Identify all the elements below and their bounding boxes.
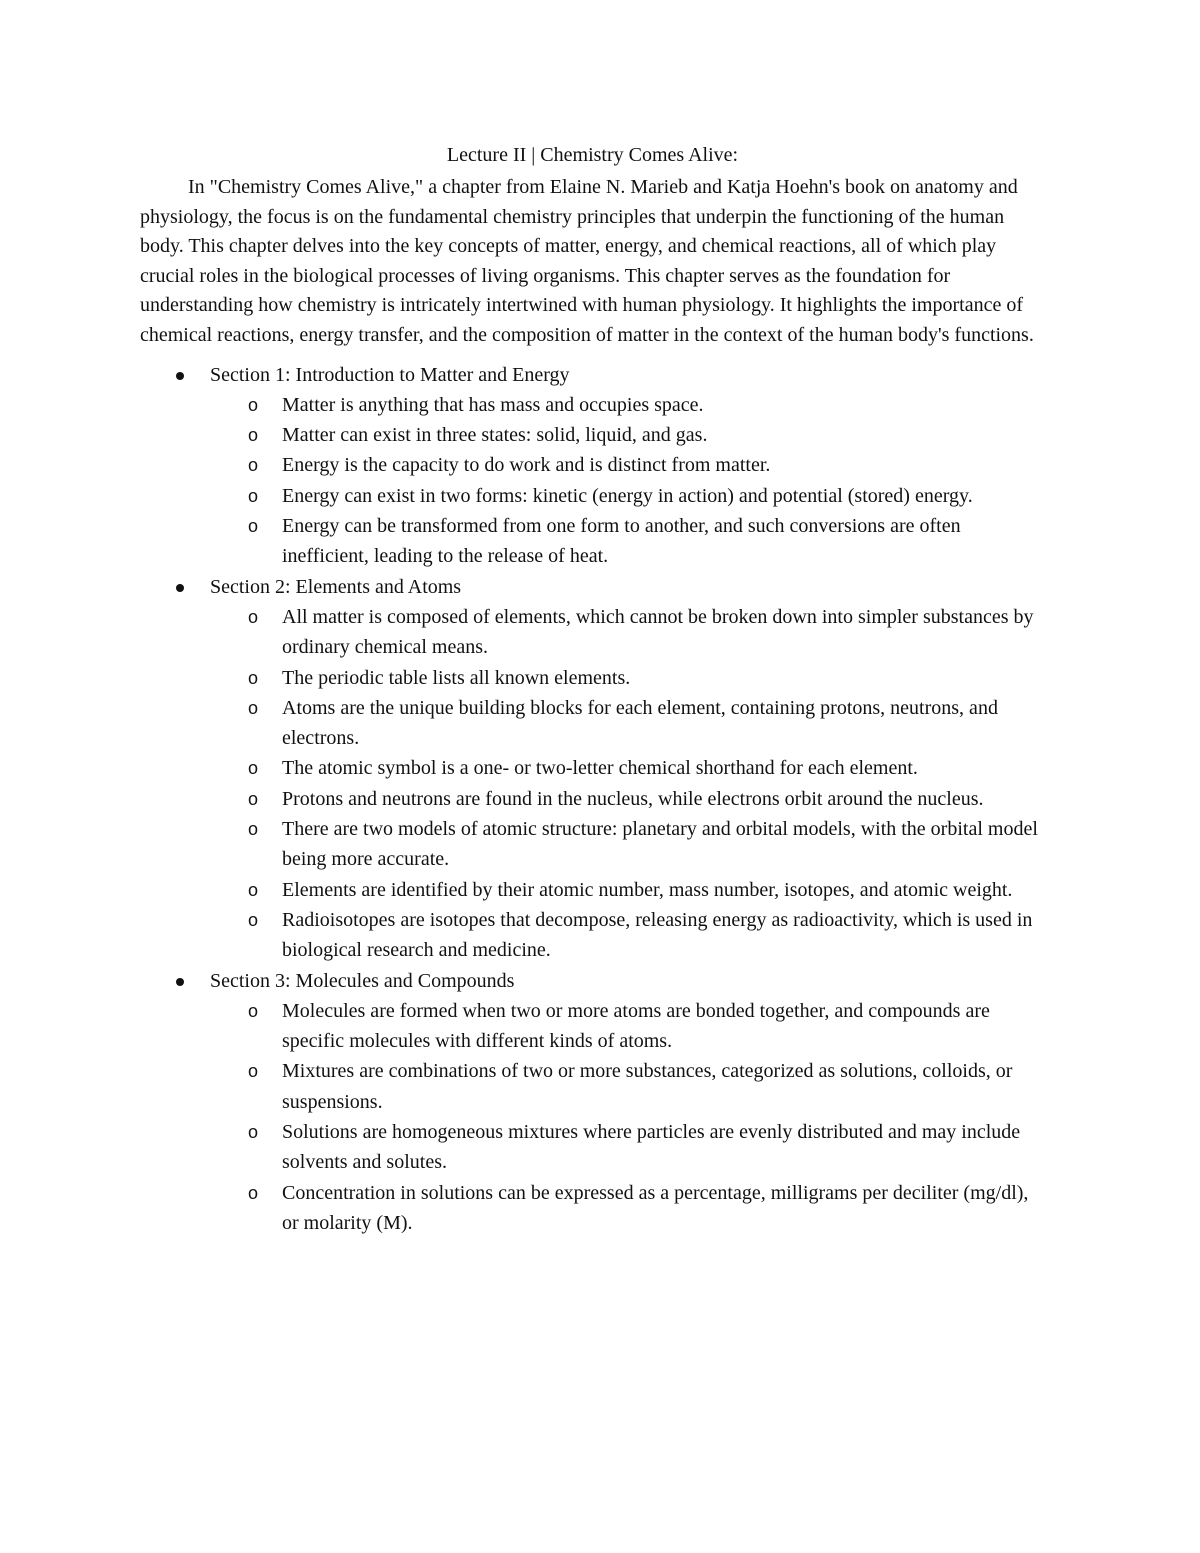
circle-bullet-icon: o xyxy=(248,1182,259,1203)
section-item xyxy=(140,966,1045,1239)
point-text: Molecules are formed when two or more atoms are bonded together, and compounds are specific molecules with different kinds of atoms. xyxy=(282,999,990,1053)
point-list xyxy=(210,602,1045,966)
point-text: The periodic table lists all known elements. xyxy=(282,666,631,689)
list-item xyxy=(140,602,1045,663)
circle-bullet-icon: o xyxy=(248,667,259,688)
circle-bullet-icon: o xyxy=(248,394,259,415)
point-text: All matter is composed of elements, which cannot be broken down into simpler substances by ordinary chemical means. xyxy=(282,605,1034,659)
list-item xyxy=(140,875,1045,905)
list-item xyxy=(140,784,1045,814)
circle-bullet-icon: o xyxy=(248,606,259,627)
list-item xyxy=(140,481,1045,511)
section-item xyxy=(140,360,1045,572)
section-heading: Section 2: Elements and Atoms xyxy=(210,575,462,598)
list-item xyxy=(140,420,1045,450)
point-text: Mixtures are combinations of two or more substances, categorized as solutions, colloids, or suspensions. xyxy=(282,1060,1013,1113)
circle-bullet-icon: o xyxy=(248,758,259,779)
point-list xyxy=(210,996,1045,1238)
intro-paragraph: In "Chemistry Comes Alive," a chapter from Elaine N. Marieb and Katja Hoehn's book on anatomy and physiology, the focus is on the fundamental chemistry principles that underpin the functioning of the human body. This chapter delves into the key concepts of matter, energy, and chemical reactions, all of which play crucial roles in the biological processes of living organisms. This chapter serves as the foundation for understanding how chemistry is intricately intertwined with human physiology. It highlights the importance of chemical reactions, energy transfer, and the composition of matter in the context of the human body's functions. xyxy=(140,176,1034,346)
point-text: The atomic symbol is a one- or two-letter chemical shorthand for each element. xyxy=(282,757,918,780)
circle-bullet-icon: o xyxy=(248,879,259,900)
list-item xyxy=(140,450,1045,480)
section-list xyxy=(140,360,1045,1239)
bullet-icon xyxy=(176,584,184,592)
point-text: Concentration in solutions can be expressed as a percentage, milligrams per deciliter (mg/dl), or molarity (M). xyxy=(282,1181,1029,1234)
circle-bullet-icon: o xyxy=(248,1121,259,1142)
document-title: Lecture II | Chemistry Comes Alive: xyxy=(446,144,739,166)
bullet-icon xyxy=(176,372,184,380)
point-list xyxy=(210,390,1045,572)
list-item xyxy=(140,753,1045,783)
list-item xyxy=(140,814,1045,875)
list-item xyxy=(140,996,1045,1057)
circle-bullet-icon: o xyxy=(248,788,259,809)
circle-bullet-icon: o xyxy=(248,485,259,506)
point-text: Energy can exist in two forms: kinetic (energy in action) and potential (stored) energy. xyxy=(282,484,973,507)
point-text: Atoms are the unique building blocks for each element, containing protons, neutrons, and electrons. xyxy=(282,696,998,750)
section-heading: Section 3: Molecules and Compounds xyxy=(210,969,515,992)
circle-bullet-icon: o xyxy=(248,909,259,930)
point-text: Radioisotopes are isotopes that decompose, releasing energy as radioactivity, which is used in biological research and medicine. xyxy=(282,908,1033,962)
circle-bullet-icon: o xyxy=(248,1000,259,1021)
bullet-icon xyxy=(176,978,184,986)
point-text: Matter can exist in three states: solid, liquid, and gas. xyxy=(282,424,708,447)
circle-bullet-icon: o xyxy=(248,819,259,840)
point-text: Solutions are homogeneous mixtures where particles are evenly distributed and may include solvents and solutes. xyxy=(282,1120,1021,1174)
circle-bullet-icon: o xyxy=(248,425,259,446)
circle-bullet-icon: o xyxy=(248,1061,259,1082)
point-text: Energy can be transformed from one form to another, and such conversions are often inefficient, leading to the release of heat. xyxy=(282,515,961,568)
list-item xyxy=(140,1056,1045,1117)
point-text: Protons and neutrons are found in the nucleus, while electrons orbit around the nucleus. xyxy=(282,787,984,810)
circle-bullet-icon: o xyxy=(248,455,259,476)
point-text: There are two models of atomic structure: planetary and orbital models, with the orbital model being more accurate. xyxy=(282,818,1038,871)
circle-bullet-icon: o xyxy=(248,697,259,718)
list-item xyxy=(140,511,1045,572)
point-text: Energy is the capacity to do work and is distinct from matter. xyxy=(282,454,771,477)
list-item xyxy=(140,1117,1045,1178)
list-item xyxy=(140,663,1045,693)
circle-bullet-icon: o xyxy=(248,516,259,537)
list-item xyxy=(140,390,1045,420)
section-heading: Section 1: Introduction to Matter and Energy xyxy=(210,363,570,386)
document-page xyxy=(140,140,1045,1238)
list-item xyxy=(140,905,1045,966)
list-item xyxy=(140,693,1045,754)
list-item xyxy=(140,1178,1045,1239)
section-item xyxy=(140,572,1045,966)
point-text: Matter is anything that has mass and occupies space. xyxy=(282,393,704,416)
point-text: Elements are identified by their atomic number, mass number, isotopes, and atomic weight. xyxy=(282,878,1013,901)
